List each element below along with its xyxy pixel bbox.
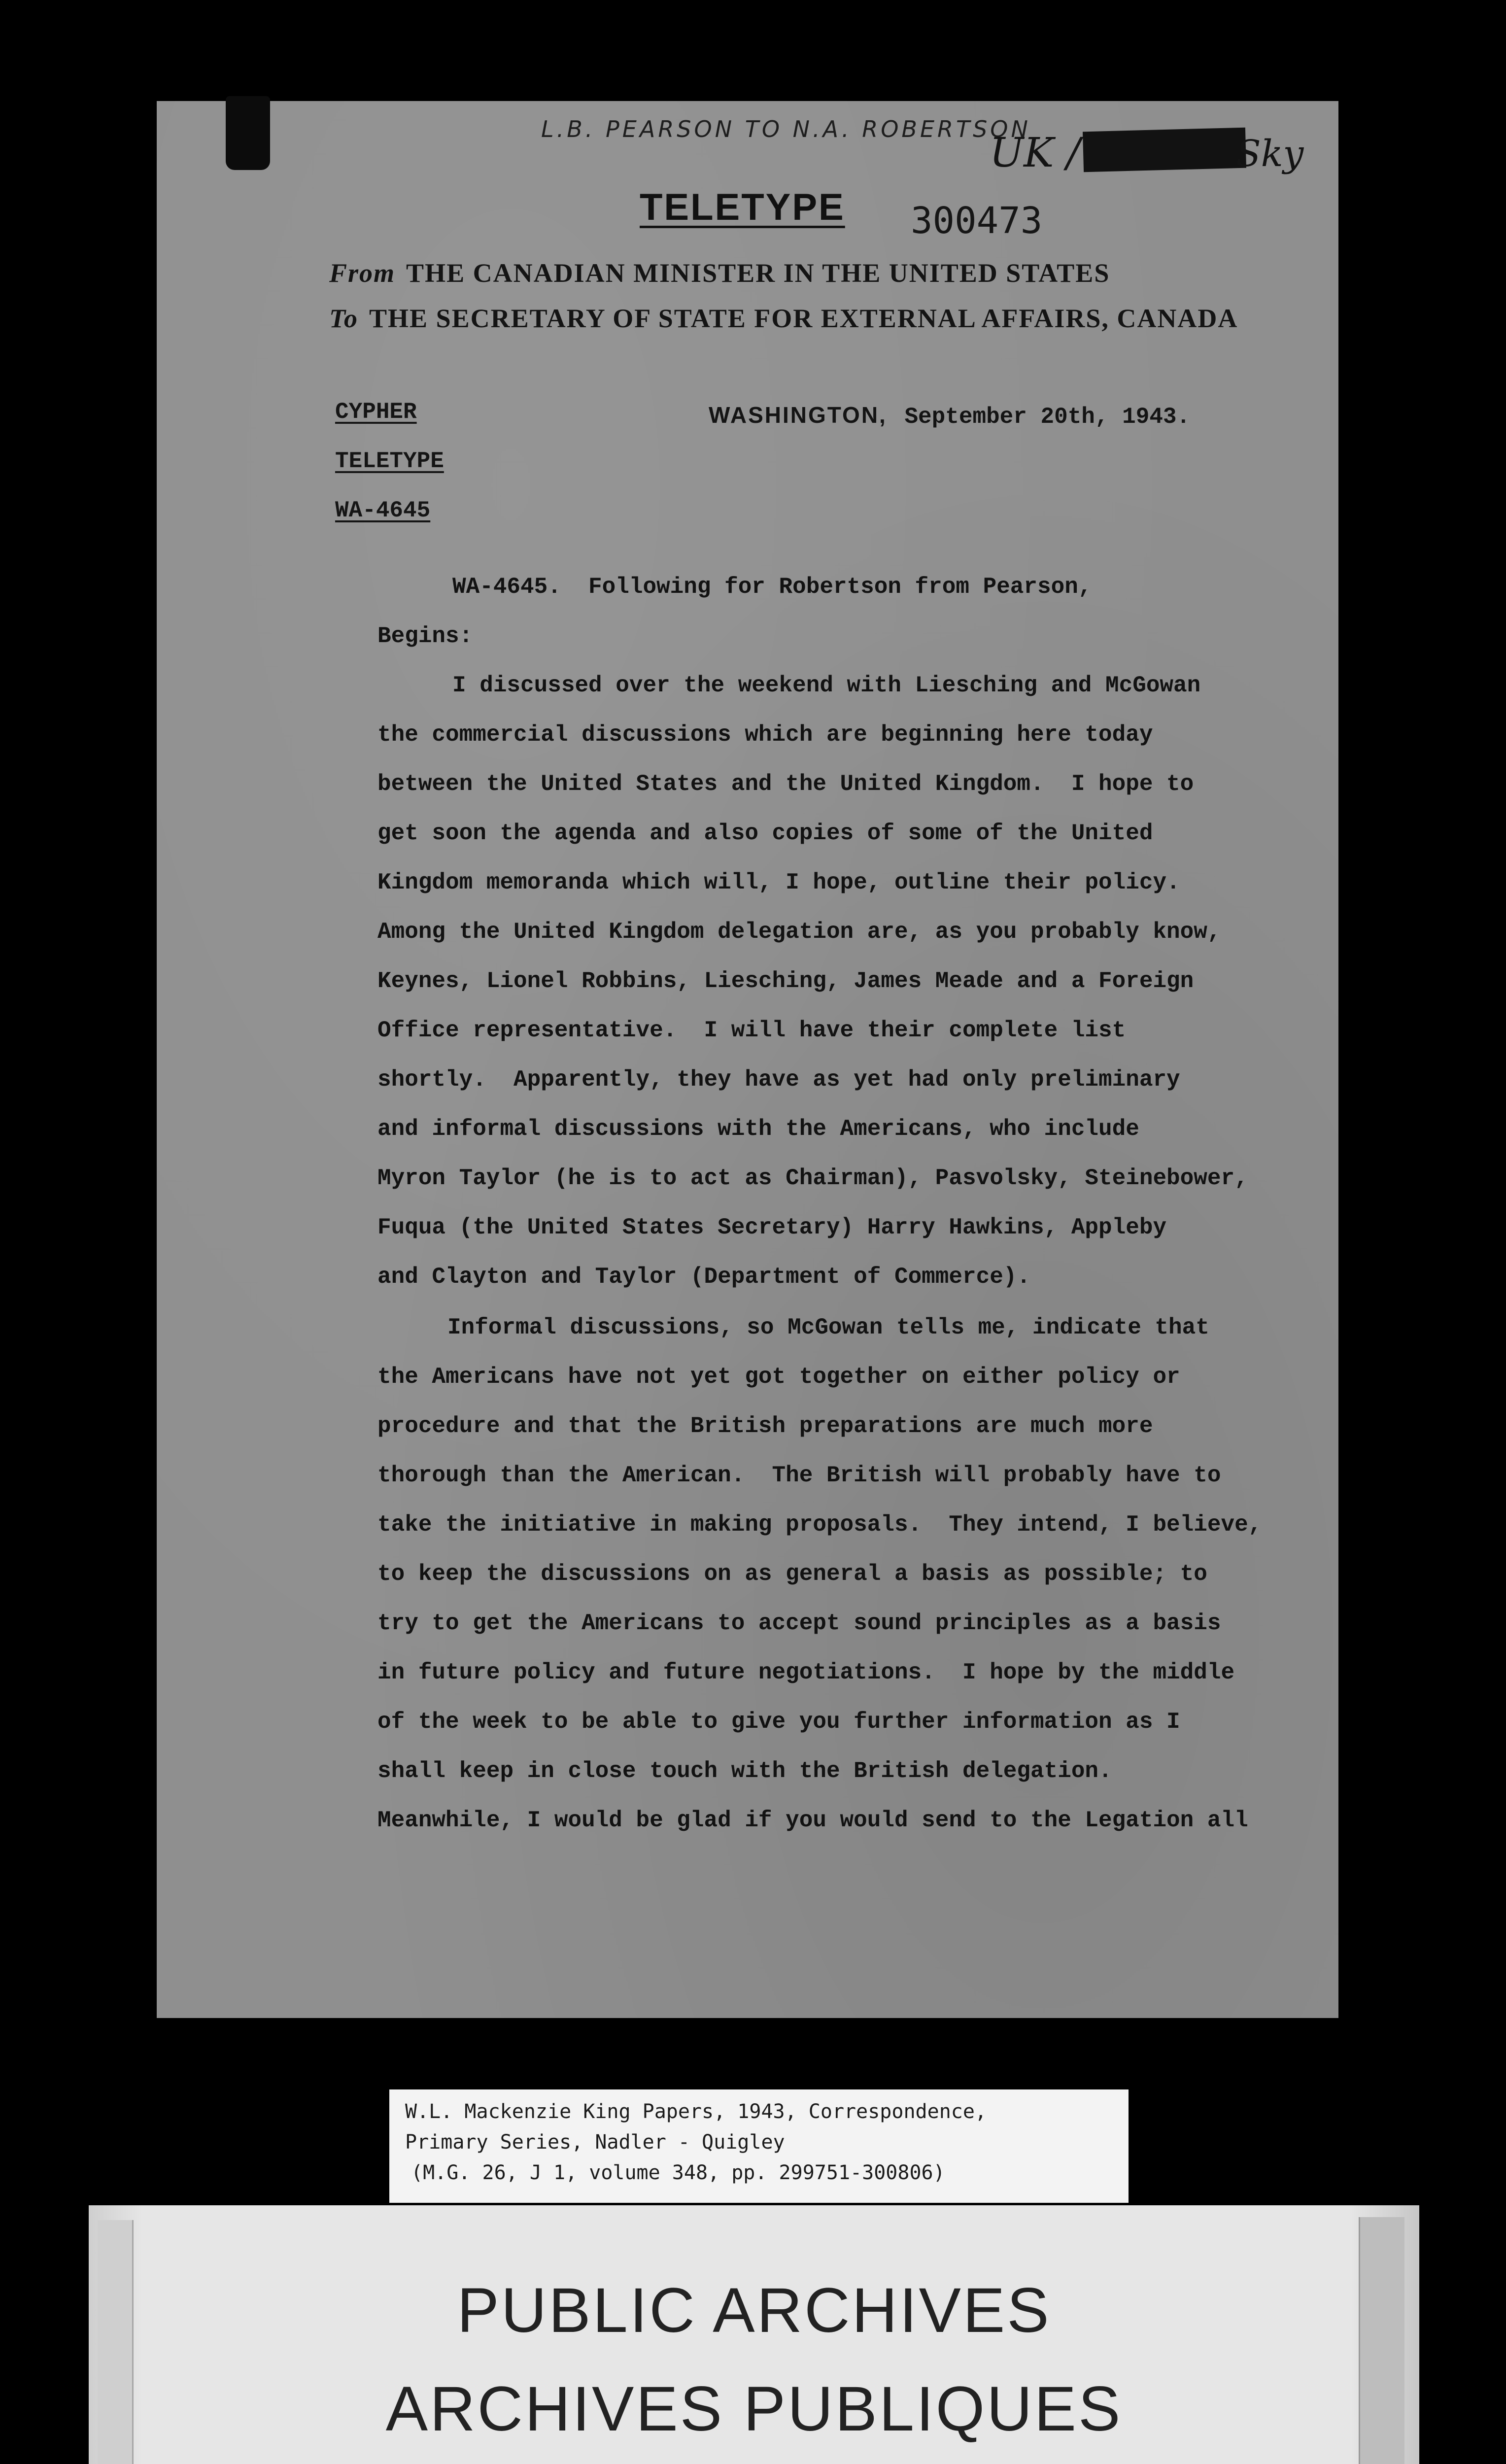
tag-teletype: TELETYPE <box>335 448 444 474</box>
paper-clip <box>226 96 270 170</box>
body-line: thorough than the American. The British will probably have to <box>377 1463 1221 1488</box>
citation-line: (M.G. 26, J 1, volume 348, pp. 299751-300806) <box>411 2161 945 2184</box>
to-line <box>329 303 1238 334</box>
from-line <box>329 258 1110 288</box>
body-line: Kingdom memoranda which will, I hope, outline their policy. <box>377 870 1180 895</box>
body-line: get soon the agenda and also copies of some of the United <box>377 821 1153 846</box>
document-title: TELETYPE <box>640 186 845 228</box>
body-line: the Americans have not yet got together on either policy or <box>377 1364 1180 1390</box>
teletype-page <box>157 101 1338 2018</box>
archives-english: PUBLIC ARCHIVES <box>457 2275 1051 2346</box>
body-line: Fuqua (the United States Secretary) Harry Hawkins, Appleby <box>377 1215 1167 1240</box>
archives-french: ARCHIVES PUBLIQUES <box>385 2374 1123 2444</box>
body-line: WA-4645. Following for Robertson from Pearson, <box>452 574 1092 600</box>
from-label: From <box>329 258 396 288</box>
body-line: take the initiative in making proposals. They intend, I believe, <box>377 1512 1262 1538</box>
body-line: try to get the Americans to accept sound principles as a basis <box>377 1610 1221 1636</box>
tag-reference: WA-4645 <box>335 498 431 523</box>
citation-line: Primary Series, Nadler - Quigley <box>405 2131 785 2154</box>
place-date <box>709 402 1190 430</box>
document-number: 300473 <box>911 200 1043 242</box>
body-line: the commercial discussions which are beginning here today <box>377 722 1153 748</box>
body-line: Myron Taylor (he is to act as Chairman), Pasvolsky, Steinebower, <box>377 1165 1248 1191</box>
citation-line: W.L. Mackenzie King Papers, 1943, Correspondence, <box>405 2100 987 2123</box>
handwritten-mark-end: Sky <box>1236 133 1304 175</box>
body-line: I discussed over the weekend with Liesching and McGowan <box>452 673 1201 698</box>
handwritten-mark: UK / <box>990 130 1081 176</box>
body-line: procedure and that the British preparations are much more <box>377 1413 1153 1439</box>
body-line: Keynes, Lionel Robbins, Liesching, James Meade and a Foreign <box>377 968 1194 994</box>
body-line: Meanwhile, I would be glad if you would send to the Legation all <box>377 1808 1248 1833</box>
body-line: Office representative. I will have their complete list <box>377 1018 1126 1043</box>
from-text: THE CANADIAN MINISTER IN THE UNITED STATES <box>406 258 1110 288</box>
body-line: of the week to be able to give you further information as I <box>377 1709 1180 1735</box>
to-text: THE SECRETARY OF STATE FOR EXTERNAL AFFAIRS, CANADA <box>369 304 1238 333</box>
body-line: and Clayton and Taylor (Department of Commerce). <box>377 1264 1031 1290</box>
body-line: between the United States and the United Kingdom. I hope to <box>377 771 1194 797</box>
body-line: shortly. Apparently, they have as yet had only preliminary <box>377 1067 1180 1093</box>
body-line: Begins: <box>377 623 473 649</box>
handwritten-header: L.B. PEARSON TO N.A. ROBERTSON <box>541 116 1031 142</box>
body-line: shall keep in close touch with the British delegation. <box>377 1758 1112 1784</box>
archives-card <box>89 2205 1419 2464</box>
body-line: to keep the discussions on as general a basis as possible; to <box>377 1561 1207 1587</box>
body-line: Among the United Kingdom delegation are, as you probably know, <box>377 919 1221 945</box>
redaction-bar <box>1083 128 1246 172</box>
citation-slip <box>389 2089 1129 2203</box>
body-line: and informal discussions with the Americans, who include <box>377 1116 1139 1142</box>
to-label: To <box>329 304 359 333</box>
body-line: in future policy and future negotiations. I hope by the middle <box>377 1660 1235 1685</box>
date: September 20th, 1943. <box>904 404 1191 430</box>
body-line: Informal discussions, so McGowan tells me, indicate that <box>447 1315 1209 1340</box>
place: WASHINGTON, <box>709 402 887 428</box>
tag-cypher: CYPHER <box>335 399 417 425</box>
